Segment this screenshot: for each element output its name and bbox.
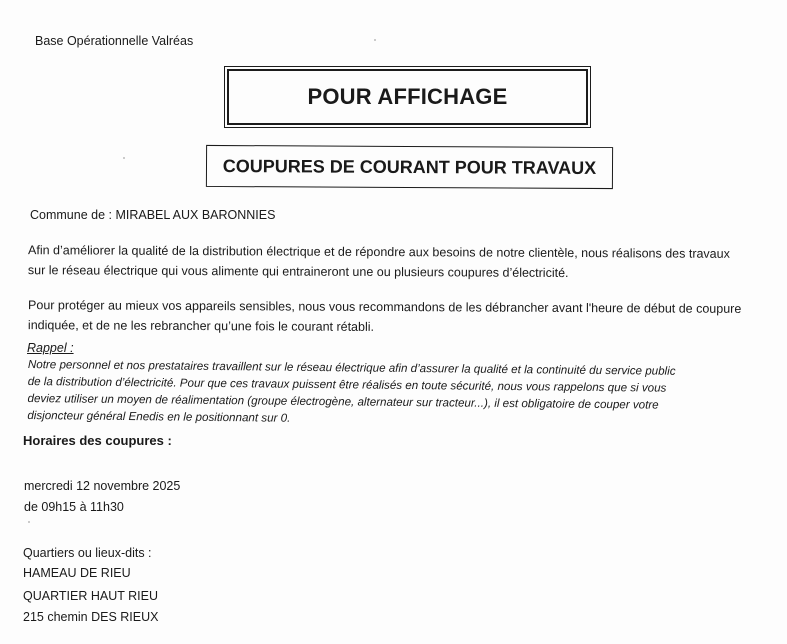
rappel-line: de la distribution d’électricité. Pour que ces travaux puissent être réalisés en toute sécurité, nous vous rappelons que si vous: [27, 374, 667, 395]
rappel-paragraph: [27, 356, 675, 431]
scan-speck: [28, 521, 30, 523]
subtitle: COUPURES DE COURANT POUR TRAVAUX: [222, 155, 597, 178]
paragraph-protection: [28, 295, 741, 339]
scan-speck: [374, 39, 376, 41]
paragraph-intro-line: Afin d’améliorer la qualité de la distribution électrique et de répondre aux besoins de notre clientèle, nous réalisons des travaux: [28, 243, 730, 261]
paragraph-protection-line: Pour protéger au mieux vos appareils sensibles, nous vous recommandons de les débrancher avant l'heure de début de coupure: [28, 298, 742, 316]
quartiers-label: Quartiers ou lieux-dits :: [23, 546, 152, 560]
outage-time: de 09h15 à 11h30: [24, 500, 124, 514]
horaires-title: Horaires des coupures :: [23, 433, 172, 448]
lieu-item: QUARTIER HAUT RIEU: [23, 589, 158, 603]
header-title-box: [227, 69, 588, 125]
subtitle-box: [206, 145, 613, 189]
rappel-line: deviez utiliser un moyen de réalimentation (groupe électrogène, alternateur sur tracteur...), il est obligatoire de couper votre: [27, 391, 659, 412]
header-title: POUR AFFICHAGE: [307, 84, 508, 109]
lieu-item: HAMEAU DE RIEU: [23, 566, 131, 580]
paragraph-intro: [28, 240, 730, 284]
rappel-line: Notre personnel et nos prestataires travaillent sur le réseau électrique afin d’assurer la qualité et la continuité du service public: [27, 357, 676, 378]
paragraph-intro-line: sur le réseau électrique qui vous alimente qui entraineront une ou plusieurs coupures d’électricité.: [27, 263, 569, 280]
commune-line: Commune de : MIRABEL AUX BARONNIES: [30, 208, 276, 222]
paragraph-protection-line: indiquée, et de ne les rebrancher qu’une fois le courant rétabli.: [27, 318, 375, 334]
scan-speck: [123, 157, 125, 159]
rappel-line: disjoncteur général Enedis en le positionnant sur 0.: [27, 408, 291, 425]
outage-date: mercredi 12 novembre 2025: [24, 479, 181, 493]
base-operationnelle-label: Base Opérationnelle Valréas: [35, 34, 194, 48]
rappel-title: Rappel :: [27, 341, 74, 355]
lieu-item: 215 chemin DES RIEUX: [23, 610, 159, 624]
